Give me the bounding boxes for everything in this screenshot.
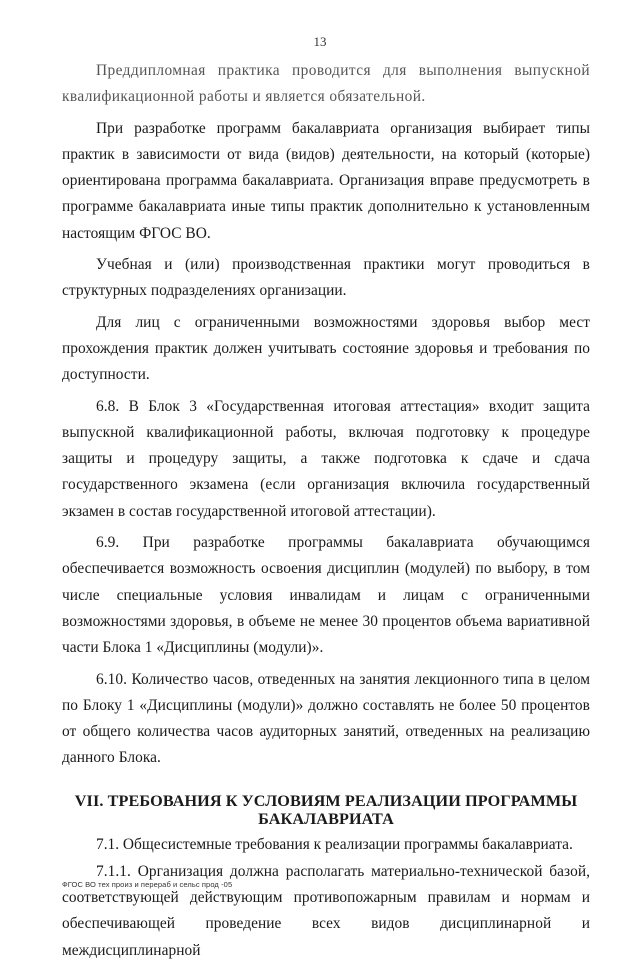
paragraph-predipl-practice: Преддипломная практика проводится для выполнения выпускной квалификационной работы и является обязательной. (62, 62, 590, 106)
paragraph-6-8: 6.8. В Блок 3 «Государственная итоговая аттестация» входит защита выпускной квалификационной работы, включая подготовку к процедуре защиты и процедуру защиты, а также подготовка к сдаче и сдача государственного экзамена (если организация включила государственный экзамен в состав государственной итоговой аттестации). (62, 397, 590, 520)
section-heading-line-1: VII. ТРЕБОВАНИЯ К УСЛОВИЯМ РЕАЛИЗАЦИИ ПРОГРАММЫ (74, 791, 578, 810)
paragraph-6-9: 6.9. При разработке программы бакалавриата обучающимся обеспечивается возможность освоения дисциплин (модулей) по выбору, в том числе специальные условия инвалидам и лицам с ограниченными возможностями здоровья, в объеме не менее 30 процентов объема вариативной части Блока 1 «Дисциплины (модули)». (62, 534, 590, 657)
document-body (62, 58, 590, 959)
subsection-heading: 7.1. Общесистемные требования к реализации программы бакалавриата. (96, 835, 573, 853)
paragraph-practice-types: При разработке программ бакалавриата организация выбирает типы практик в зависимости от вида (видов) деятельности, на который (которые) ориентирована программа бакалавриата. Организация вправе предусмотреть в программе бакалавриата иные типы практик дополнительно к установленным настоящим ФГОС ВО. (62, 119, 590, 242)
paragraph-disabilities: Для лиц с ограниченными возможностями здоровья выбор мест прохождения практик должен учитывать состояние здоровья и требования по доступности. (62, 313, 590, 384)
page-number: 13 (313, 34, 327, 49)
section-heading (62, 792, 590, 828)
footer-document-code: ФГОС ВО тех произ и перераб и сельс прод -05 (62, 880, 233, 889)
paragraph-6-10: 6.10. Количество часов, отведенных на занятия лекционного типа в целом по Блоку 1 «Дисциплины (модули)» должно составлять не более 50 процентов от общего количества часов аудиторных занятий, отведенных на реализацию данного Блока. (62, 670, 590, 767)
paragraph-structural-units: Учебная и (или) производственная практики могут проводиться в структурных подразделениях организации. (62, 256, 590, 300)
paragraph-7-1-1: 7.1.1. Организация должна располагать материально-технической базой, соответствующей действующим противопожарным правилам и нормам и обеспечивающей проведение всех видов дисциплинарной и междисциплинарной (62, 862, 590, 959)
section-heading-line-2: БАКАЛАВРИАТА (258, 809, 394, 828)
